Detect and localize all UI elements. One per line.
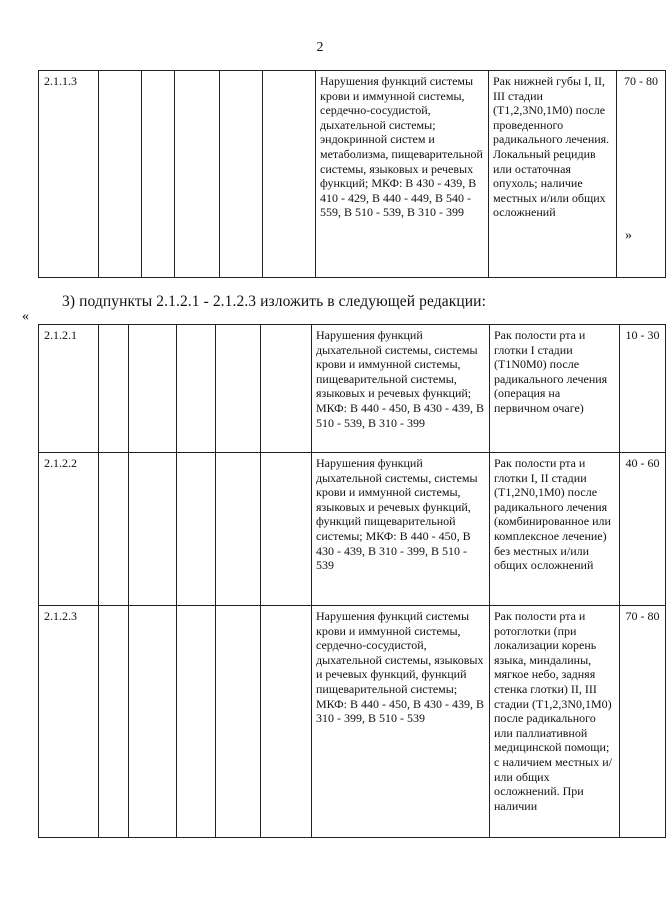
percent-cell: 10 - 30 — [620, 325, 666, 453]
empty-cell — [177, 606, 216, 838]
percent-cell: 70 - 80 — [620, 606, 666, 838]
empty-cell — [99, 71, 142, 278]
opening-quote-mark: « — [22, 309, 29, 324]
empty-cell — [261, 453, 312, 606]
table-row — [39, 453, 666, 606]
percent-cell: 70 - 80 — [617, 71, 666, 278]
empty-cell — [99, 325, 129, 453]
empty-cell — [261, 325, 312, 453]
disorders-cell: Нарушения функций системы крови и иммунной системы, сердечно-сосудистой, дыхательной системы; эндокринной систем и метаболизма, пищеварительной системы, языковых и речевых функций; МКФ: B 430 - 439, B 410 - 429, B 440 - 449, B 540 - 559, B 510 - 539, B 310 - 399 — [316, 71, 489, 278]
section-heading: 3) подпункты 2.1.2.1 - 2.1.2.3 изложить в следующей редакции: — [62, 293, 486, 310]
empty-cell — [99, 453, 129, 606]
empty-cell — [142, 71, 175, 278]
table-row — [39, 71, 666, 278]
disorders-cell: Нарушения функций дыхательной системы, системы крови и иммунной системы, языковых и речевых функций, функций пищеварительной системы; МКФ: B 440 - 450, B 430 - 439, B 310 - 399, B 510 - 539 — [312, 453, 490, 606]
table-row — [39, 325, 666, 453]
empty-cell — [99, 606, 129, 838]
empty-cell — [261, 606, 312, 838]
diagnosis-cell: Рак нижней губы I, II, III стадии (T1,2,3N0,1M0) после проведенного радикального лечения. Локальный рецидив или остаточная опухоль; наличие местных и/или общих осложнений — [489, 71, 617, 278]
empty-cell — [177, 453, 216, 606]
percent-cell: 40 - 60 — [620, 453, 666, 606]
empty-cell — [175, 71, 220, 278]
empty-cell — [129, 325, 177, 453]
empty-cell — [129, 606, 177, 838]
table-row — [39, 606, 666, 838]
row-code: 2.1.2.2 — [39, 453, 99, 606]
diagnosis-cell: Рак полости рта и глотки I, II стадии (T1,2N0,1M0) после радикального лечения (комбинированное или комплексное лечение) без местных и/или общих осложнений — [490, 453, 620, 606]
page-number: 2 — [316, 40, 324, 55]
row-code: 2.1.1.3 — [39, 71, 99, 278]
empty-cell — [216, 325, 261, 453]
empty-cell — [220, 71, 263, 278]
disorders-cell: Нарушения функций дыхательной системы, системы крови и иммунной системы, пищеварительной системы, языковых и речевых функций; МКФ: B 440 - 450, B 430 - 439, B 510 - 539, B 310 - 399 — [312, 325, 490, 453]
top-table — [38, 70, 666, 278]
diagnosis-cell: Рак полости рта и ротоглотки (при локализации корень языка, миндалины, мягкое небо, задняя стенка глотки) II, III стадии (T1,2,3N0,1M0) после радикального или паллиативной медицинской помощи; с наличием местных и/или общих осложнений. При наличии — [490, 606, 620, 838]
empty-cell — [216, 453, 261, 606]
disorders-cell: Нарушения функций системы крови и иммунной системы, сердечно-сосудистой, дыхательной системы, языковых и речевых функций, функций пищеварительной системы; МКФ: B 440 - 450, B 430 - 439, B 310 - 399, B 510 - 539 — [312, 606, 490, 838]
closing-quote-mark: » — [625, 228, 632, 243]
main-table — [38, 324, 666, 838]
empty-cell — [129, 453, 177, 606]
diagnosis-cell: Рак полости рта и глотки I стадии (T1N0M0) после радикального лечения (операция на первичном очаге) — [490, 325, 620, 453]
empty-cell — [263, 71, 316, 278]
row-code: 2.1.2.3 — [39, 606, 99, 838]
empty-cell — [216, 606, 261, 838]
empty-cell — [177, 325, 216, 453]
row-code: 2.1.2.1 — [39, 325, 99, 453]
